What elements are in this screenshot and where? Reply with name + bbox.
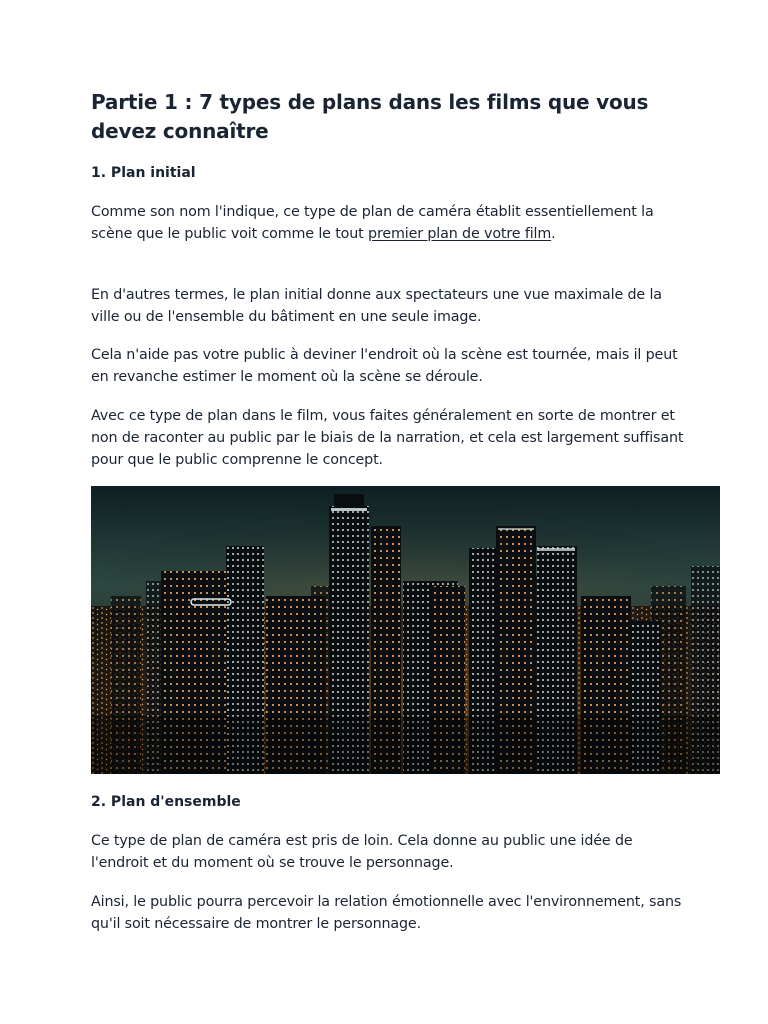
paragraph-6: Ainsi, le public pourra percevoir la relation émotionnelle avec l'environnement, sans qu'il soit nécessaire de montrer le personnage. (91, 894, 682, 932)
page-title: Partie 1 : 7 types de plans dans les films que vous devez connaître (91, 90, 649, 143)
paragraph-4: Avec ce type de plan dans le film, vous faites généralement en sorte de montrer et non de raconter au public par le biais de la narration, et cela est largement suffisant pour que le public comprenne le concept. (91, 408, 684, 468)
premier-plan-link[interactable]: premier plan de votre film (368, 226, 552, 242)
paragraph-2: En d'autres termes, le plan initial donne aux spectateurs une vue maximale de la ville ou de l'ensemble du bâtiment en une seule image. (91, 287, 662, 325)
paragraph-5: Ce type de plan de caméra est pris de loin. Cela donne au public une idée de l'endroit et du moment où se trouve le personnage. (91, 833, 633, 871)
section-heading-plan-ensemble: 2. Plan d'ensemble (91, 794, 241, 810)
paragraph-1-end: . (551, 226, 556, 242)
foreground-shadow (91, 716, 720, 774)
section-heading-plan-initial: 1. Plan initial (91, 165, 196, 181)
city-skyline-image (91, 486, 720, 774)
paragraph-3: Cela n'aide pas votre public à deviner l'endroit où la scène est tournée, mais il peut en revanche estimer le moment où la scène se déroule. (91, 347, 678, 385)
paragraph-1-text: Comme son nom l'indique, ce type de plan de caméra établit essentiellement la scène que le public voit comme le tout (91, 204, 654, 242)
paragraph-1 (91, 201, 691, 245)
